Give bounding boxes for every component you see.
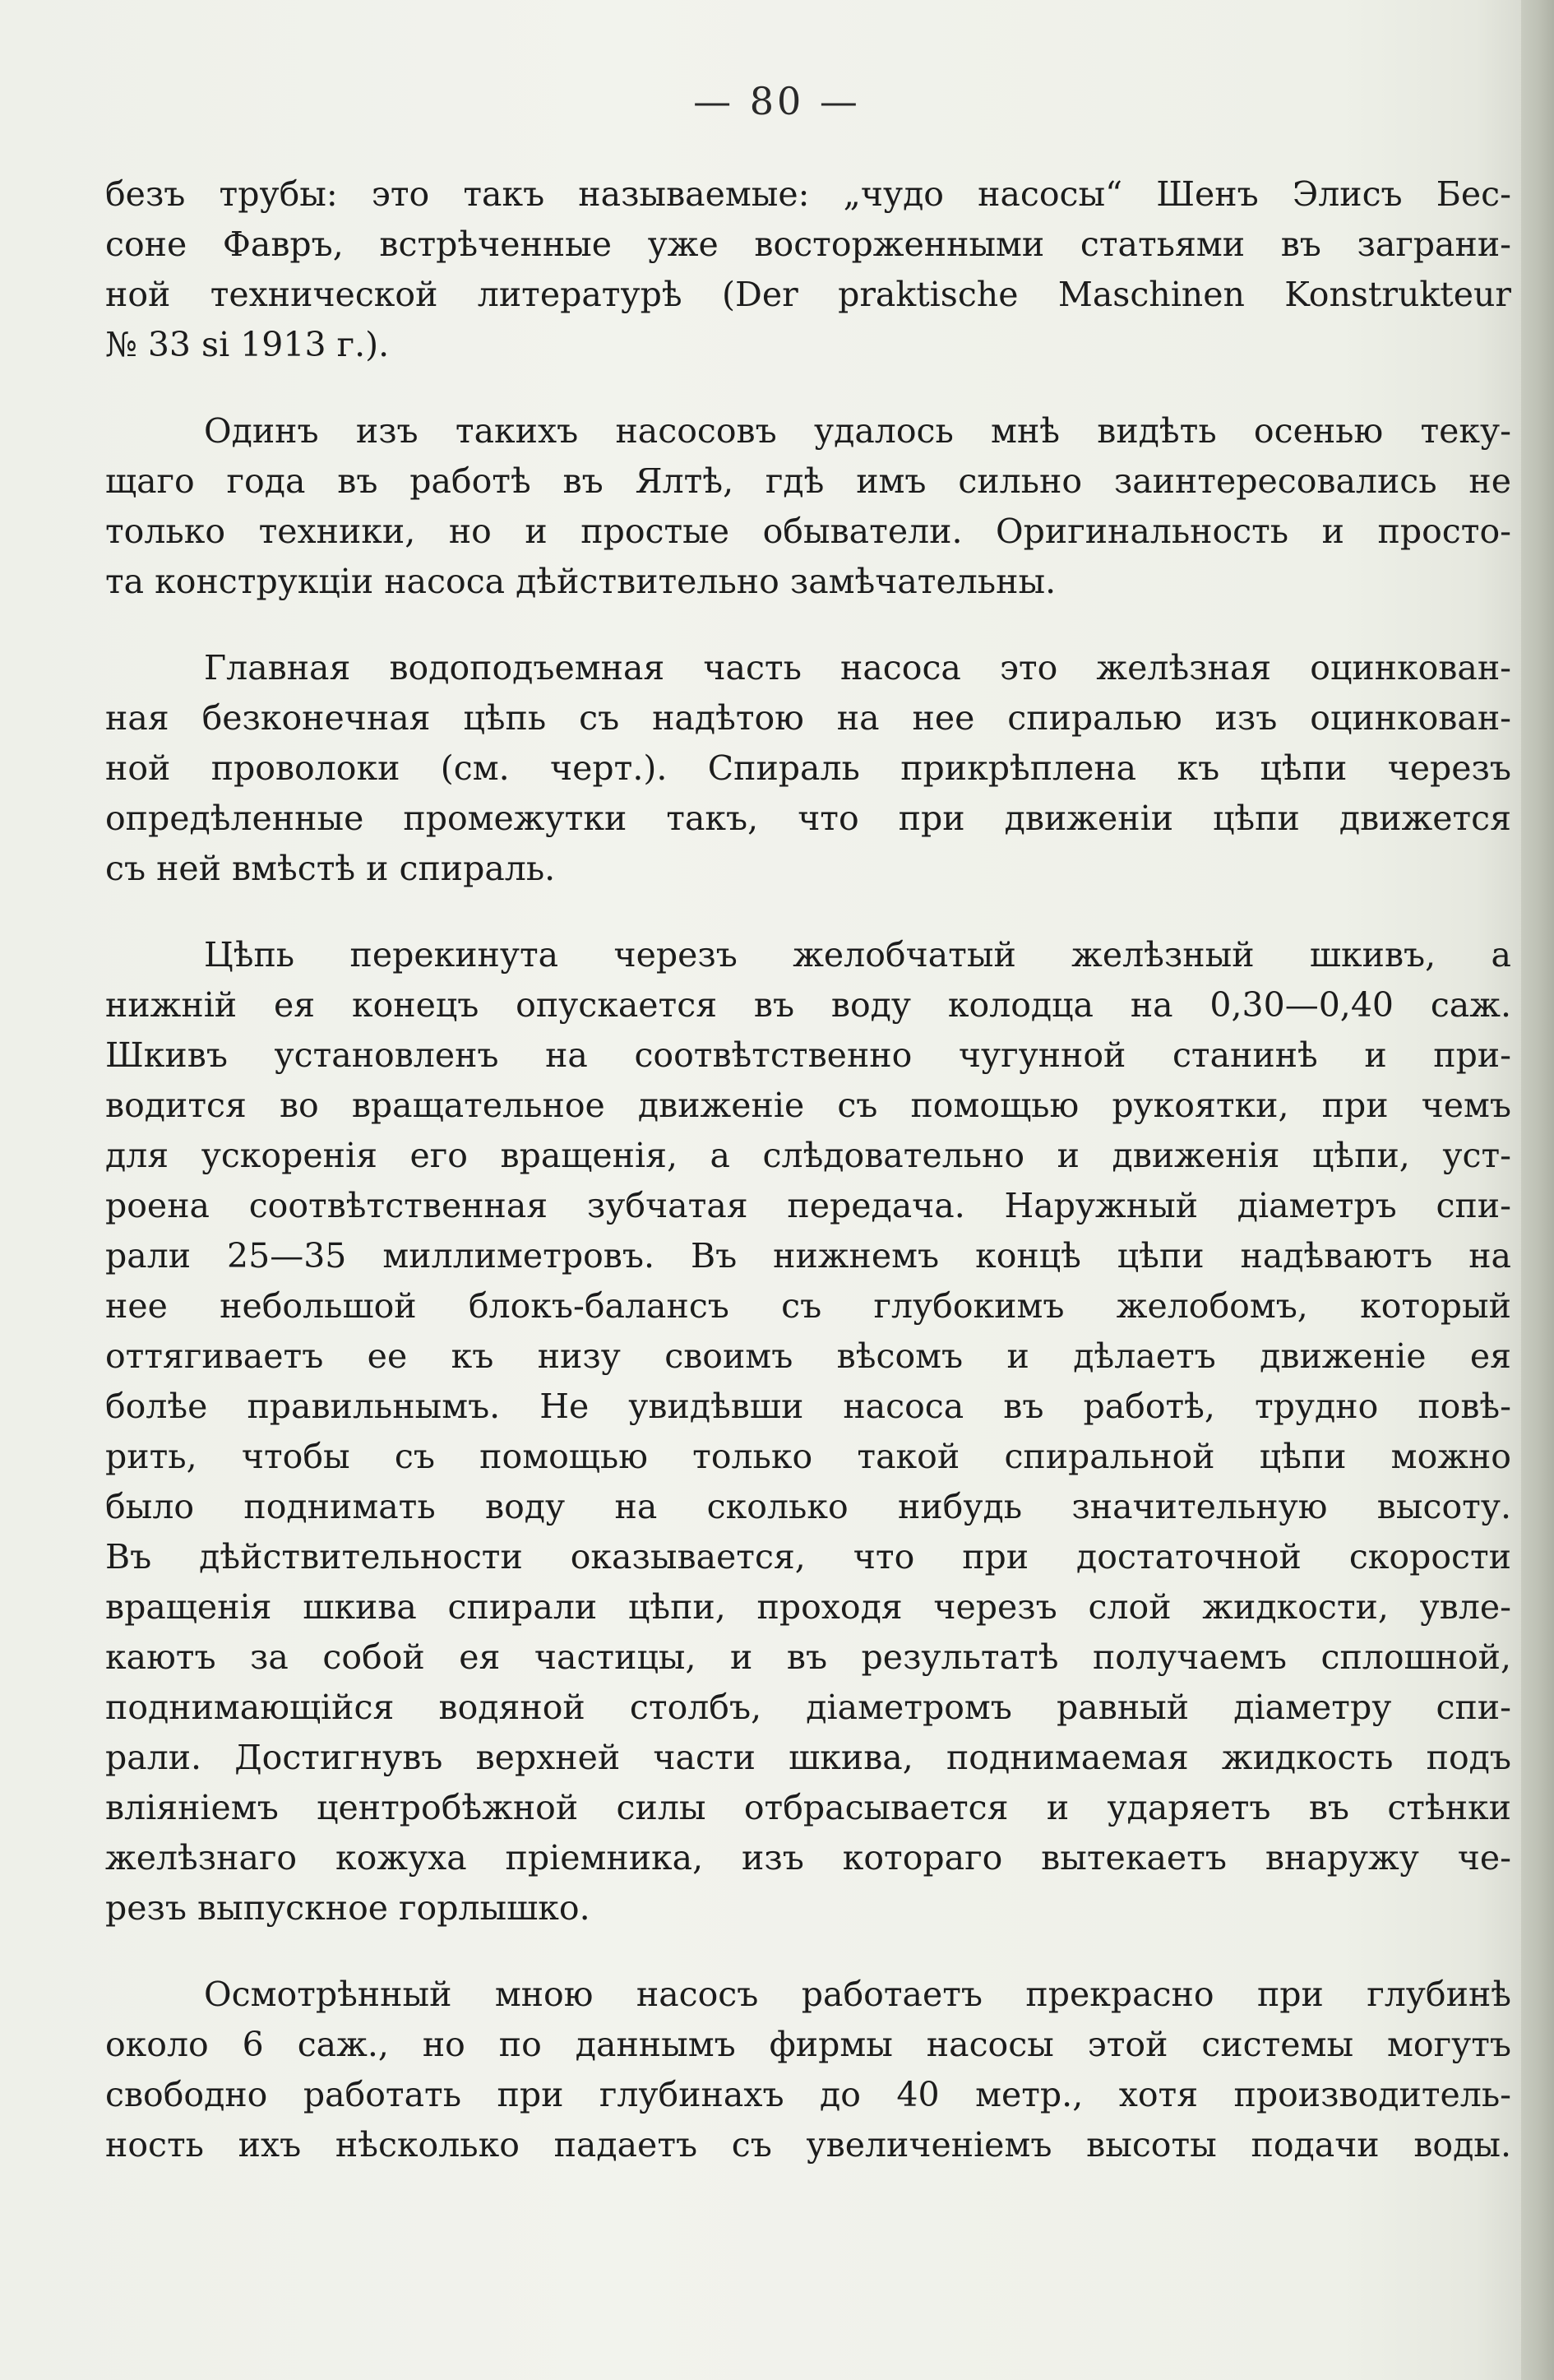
text-line: ной технической литературѣ (Der praktische Maschinen Konstrukteur bbox=[105, 275, 1511, 314]
text-line: рали 25—35 миллиметровъ. Въ нижнемъ концѣ цѣпи надѣваютъ на bbox=[105, 1236, 1511, 1276]
text-line: Шкивъ установленъ на соотвѣтственно чугунной станинѣ и при- bbox=[105, 1035, 1511, 1075]
paragraph-2 bbox=[105, 406, 1511, 607]
text-line: ной проволоки (см. черт.). Спираль прикрѣплена къ цѣпи черезъ bbox=[105, 748, 1511, 788]
page-number: — 80 — bbox=[693, 79, 861, 123]
text-line: роена соотвѣтственная зубчатая передача. Наружный діаметръ спи- bbox=[105, 1186, 1511, 1225]
paragraph-5 bbox=[105, 1970, 1511, 2170]
text-line: соне Фавръ, встрѣченные уже восторженными статьями въ заграни- bbox=[105, 225, 1511, 264]
text-line: ность ихъ нѣсколько падаетъ съ увеличеніемъ высоты подачи воды. bbox=[105, 2125, 1511, 2165]
text-line: Одинъ изъ такихъ насосовъ удалось мнѣ видѣть осенью теку- bbox=[204, 411, 1511, 451]
text-line: та конструкціи насоса дѣйствительно замѣчательны. bbox=[105, 562, 1057, 601]
text-line: Главная водоподъемная часть насоса это желѣзная оцинкован- bbox=[204, 648, 1511, 688]
text-line: Цѣпь перекинута черезъ желобчатый желѣзный шкивъ, а bbox=[204, 935, 1511, 975]
text-line: только техники, но и простые обыватели. Оригинальность и просто- bbox=[105, 512, 1511, 551]
text-line: щаго года въ работѣ въ Ялтѣ, гдѣ имъ сильно заинтересовались не bbox=[105, 461, 1511, 501]
text-line: безъ трубы: это такъ называемые: „чудо насосы“ Шенъ Элисъ Бес- bbox=[105, 174, 1511, 214]
body-text bbox=[105, 169, 1511, 2170]
paragraph-3 bbox=[105, 643, 1511, 894]
text-line: № 33 si 1913 г.). bbox=[105, 325, 390, 364]
text-line: съ ней вмѣстѣ и спираль. bbox=[105, 849, 556, 888]
text-line: опредѣленные промежутки такъ, что при движеніи цѣпи движется bbox=[105, 799, 1511, 838]
text-line: рить, чтобы съ помощью только такой спиральной цѣпи можно bbox=[105, 1437, 1511, 1476]
text-line: около 6 саж., но по даннымъ фирмы насосы этой системы могутъ bbox=[105, 2025, 1511, 2064]
text-line: оттягиваетъ ее къ низу своимъ вѣсомъ и дѣлаетъ движеніе ея bbox=[105, 1336, 1511, 1376]
text-line: для ускоренія его вращенія, а слѣдовательно и движенія цѣпи, уст- bbox=[105, 1136, 1511, 1175]
text-line: вліяніемъ центробѣжной силы отбрасывается и ударяетъ въ стѣнки bbox=[105, 1788, 1511, 1827]
page-edge bbox=[1521, 0, 1554, 2380]
text-line: вращенія шкива спирали цѣпи, проходя черезъ слой жидкости, увле- bbox=[105, 1587, 1511, 1627]
paragraph-4 bbox=[105, 930, 1511, 1933]
text-line: ная безконечная цѣпь съ надѣтою на нее спиралью изъ оцинкован- bbox=[105, 698, 1511, 738]
text-line: Въ дѣйствительности оказывается, что при достаточной скорости bbox=[105, 1537, 1511, 1577]
text-line: нее небольшой блокъ-балансъ съ глубокимъ желобомъ, который bbox=[105, 1286, 1511, 1326]
text-line: каютъ за собой ея частицы, и въ результатѣ получаемъ сплошной, bbox=[105, 1637, 1511, 1677]
text-line: рали. Достигнувъ верхней части шкива, поднимаемая жидкость подъ bbox=[105, 1738, 1511, 1777]
text-line: было поднимать воду на сколько нибудь значительную высоту. bbox=[105, 1487, 1511, 1526]
text-line: водится во вращательное движеніе съ помощью рукоятки, при чемъ bbox=[105, 1086, 1511, 1125]
text-line: нижній ея конецъ опускается въ воду колодца на 0,30—0,40 саж. bbox=[105, 985, 1511, 1025]
text-line: болѣе правильнымъ. Не увидѣвши насоса въ работѣ, трудно повѣ- bbox=[105, 1387, 1511, 1426]
text-line: желѣзнаго кожуха пріемника, изъ котораго вытекаетъ внаружу че- bbox=[105, 1838, 1511, 1878]
text-line: Осмотрѣнный мною насосъ работаетъ прекрасно при глубинѣ bbox=[204, 1975, 1511, 2014]
text-line: поднимающійся водяной столбъ, діаметромъ равный діаметру спи- bbox=[105, 1688, 1511, 1727]
text-line: резъ выпускное горлышко. bbox=[105, 1888, 590, 1928]
paragraph-1 bbox=[105, 169, 1511, 370]
text-line: свободно работать при глубинахъ до 40 метр., хотя производитель- bbox=[105, 2075, 1511, 2114]
